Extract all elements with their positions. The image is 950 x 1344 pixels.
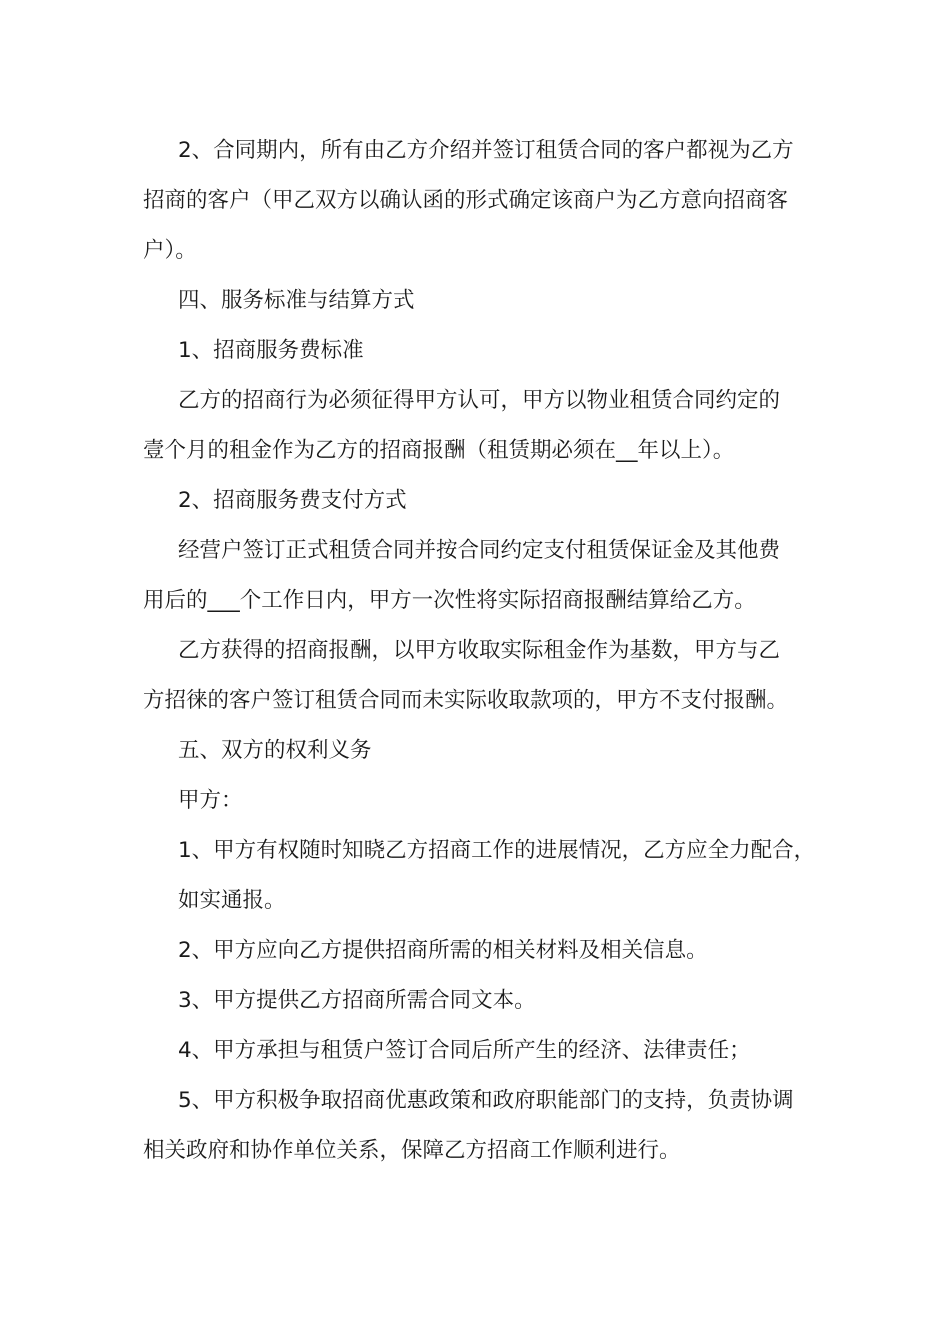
paragraph-line: 户）。 (143, 238, 197, 263)
list-item-continuation: 如实通报。 (178, 888, 286, 913)
paragraph-line: 乙方的招商行为必须征得甲方认可，甲方以物业租赁合同约定的 (178, 388, 781, 413)
subsection-heading: 1、招商服务费标准 (178, 338, 364, 363)
paragraph-line: 方招徕的客户签订租赁合同而未实际收取款项的，甲方不支付报酬。 (143, 688, 789, 713)
subsection-heading: 2、招商服务费支付方式 (178, 488, 407, 513)
paragraph-line: 用后的___个工作日内，甲方一次性将实际招商报酬结算给乙方。 (143, 588, 756, 613)
list-item: 4、甲方承担与租赁户签订合同后所产生的经济、法律责任； (178, 1038, 751, 1063)
list-item: 5、甲方积极争取招商优惠政策和政府职能部门的支持，负责协调 (178, 1088, 794, 1113)
paragraph-line: 壹个月的租金作为乙方的招商报酬（租赁期必须在__年以上）。 (143, 438, 735, 463)
list-item: 1、甲方有权随时知晓乙方招商工作的进展情况，乙方应全力配合， (178, 838, 816, 863)
section-heading: 四、服务标准与结算方式 (178, 288, 415, 313)
list-item: 3、甲方提供乙方招商所需合同文本。 (178, 988, 536, 1013)
paragraph-line: 经营户签订正式租赁合同并按合同约定支付租赁保证金及其他费 (178, 538, 781, 563)
list-item-continuation: 相关政府和协作单位关系，保障乙方招商工作顺利进行。 (143, 1138, 681, 1163)
section-heading: 五、双方的权利义务 (178, 738, 372, 763)
document-body (143, 126, 815, 1176)
paragraph-line: 乙方获得的招商报酬，以甲方收取实际租金作为基数，甲方与乙 (178, 638, 781, 663)
paragraph-line: 2、合同期内，所有由乙方介绍并签订租赁合同的客户都视为乙方 (178, 138, 794, 163)
party-label: 甲方： (178, 788, 243, 813)
list-item: 2、甲方应向乙方提供招商所需的相关材料及相关信息。 (178, 938, 708, 963)
paragraph-line: 招商的客户（甲乙双方以确认函的形式确定该商户为乙方意向招商客 (143, 188, 789, 213)
